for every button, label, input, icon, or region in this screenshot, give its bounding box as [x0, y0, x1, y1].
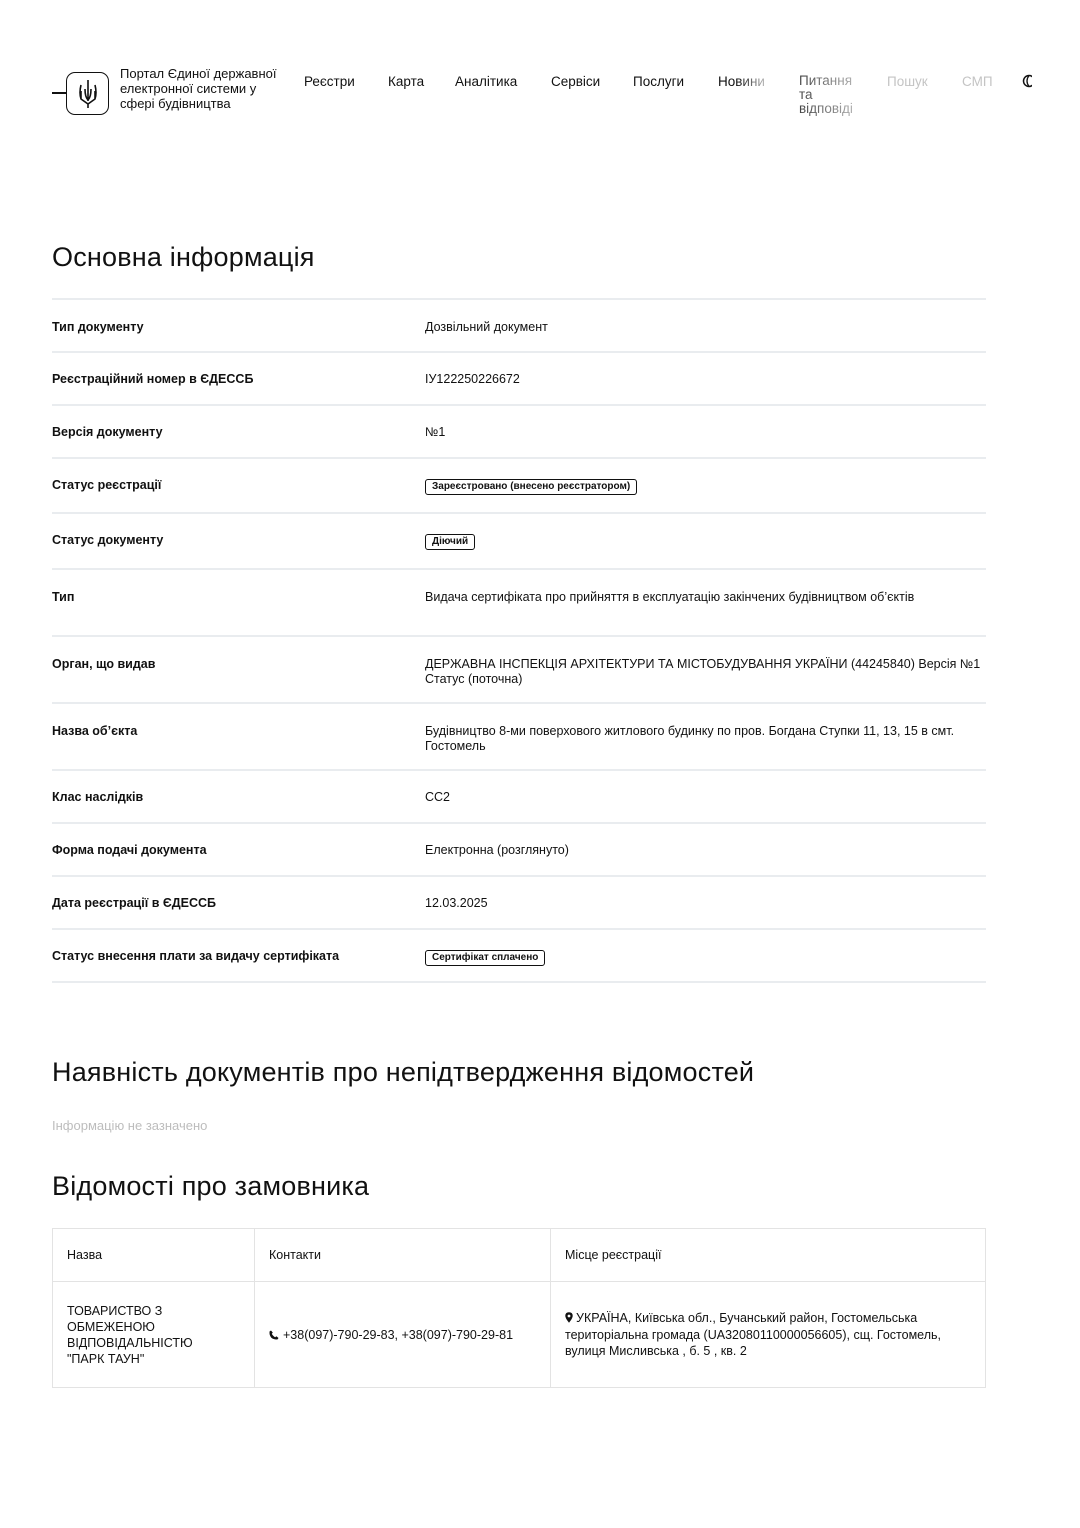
info-label: Тип документу	[52, 320, 144, 334]
info-value: №1	[425, 425, 446, 439]
info-label: Статус внесення плати за видачу сертифіката	[52, 949, 340, 963]
customer-name: ТОВАРИСТВО З ОБМЕЖЕНОЮ ВІДПОВІДАЛЬНІСТЮ "ПАРК ТАУН"	[67, 1303, 193, 1366]
info-value: ДЕРЖАВНА ІНСПЕКЦІЯ АРХІТЕКТУРИ ТА МІСТОБУДУВАННЯ УКРАЇНИ (44245840) Версія №1 Статус (поточна)	[425, 657, 981, 686]
info-row	[52, 512, 986, 568]
info-value	[425, 949, 986, 966]
col-header-contacts: Контакти	[255, 1229, 551, 1281]
info-row	[52, 351, 986, 404]
info-row	[52, 635, 986, 702]
customer-place-text: УКРАЇНА, Київська обл., Бучанський район, Гостомельська територіальна громада (UA32080110000056605), сщ. Гостомель, вулиця Мисливська , б. 5 , кв. 2	[565, 1311, 942, 1358]
customer-contacts[interactable]: +38(097)-790-29-83, +38(097)-790-29-81	[283, 1327, 514, 1342]
info-label: Форма подачі документа	[52, 843, 207, 857]
info-row	[52, 404, 986, 457]
info-label: Назва об’єкта	[52, 724, 138, 738]
info-label: Реєстраційний номер в ЄДЕССБ	[52, 372, 254, 386]
info-value: СС2	[425, 790, 451, 804]
info-label: Тип	[52, 590, 75, 604]
col-header-place: Місце реєстрації	[565, 1248, 662, 1262]
globe-icon[interactable]	[1022, 74, 1032, 88]
main-info-title: Основна інформація	[52, 242, 315, 272]
info-label: Клас наслідків	[52, 790, 144, 804]
nonconfirm-empty-text: Інформацію не зазначено	[52, 1118, 208, 1133]
info-label: Статус реєстрації	[52, 478, 162, 492]
nonconfirm-title: Наявність документів про непідтвердження відомостей	[52, 1057, 755, 1087]
nav-map[interactable]: Карта	[388, 74, 425, 89]
info-value: Дозвільний документ	[425, 320, 548, 334]
info-row	[52, 875, 986, 928]
nav-search[interactable]: Пошук	[887, 74, 928, 89]
nav-smp[interactable]: СМП	[962, 74, 993, 89]
customer-title: Відомості про замовника	[52, 1171, 370, 1201]
customer-name-cell	[53, 1282, 255, 1387]
info-value	[425, 478, 986, 495]
info-row	[52, 822, 986, 875]
info-row	[52, 769, 986, 822]
customer-table	[52, 1228, 986, 1388]
document-status-badge: Діючий	[425, 534, 475, 550]
info-value: ІУ122250226672	[425, 372, 520, 386]
info-row	[52, 568, 986, 635]
info-row	[52, 298, 986, 351]
registration-status-badge: Зареєстровано (внесено реєстратором)	[425, 479, 637, 495]
phone-icon	[269, 1330, 279, 1340]
nav-faq[interactable]: Питання та відповіді	[799, 74, 859, 116]
info-row	[52, 928, 986, 983]
info-label: Версія документу	[52, 425, 163, 439]
info-row	[52, 702, 986, 769]
customer-place-cell	[551, 1282, 985, 1387]
info-label: Статус документу	[52, 533, 164, 547]
nav-services[interactable]: Сервіси	[551, 74, 601, 89]
customer-contacts-cell	[255, 1282, 551, 1387]
nav-news[interactable]: Новини	[718, 74, 765, 89]
col-header-name: Назва	[53, 1229, 255, 1281]
logo-decor-line	[52, 92, 66, 94]
nav-registries[interactable]: Реєстри	[304, 74, 355, 89]
portal-title: Портал Єдиної державної електронної системи у сфері будівництва	[120, 66, 277, 111]
info-value: Будівництво 8-ми поверхового житлового будинку по пров. Богдана Ступки 11, 13, 15 в смт. Гостомель	[425, 724, 955, 753]
main-info-table	[52, 298, 986, 983]
nav-e-services[interactable]: Послуги	[633, 74, 685, 89]
trident-emblem-icon	[66, 72, 109, 115]
info-value: Видача сертифіката про прийняття в експлуатацію закінчених будівництвом об’єктів	[425, 590, 915, 604]
info-value: Електронна (розглянуто)	[425, 843, 569, 857]
site-header	[0, 0, 1080, 130]
info-value: 12.03.2025	[425, 896, 488, 910]
table-row	[53, 1282, 985, 1387]
info-value	[425, 533, 986, 550]
customer-table-header	[53, 1229, 985, 1282]
info-label: Дата реєстрації в ЄДЕССБ	[52, 896, 217, 910]
customer-place	[565, 1310, 971, 1359]
info-row	[52, 457, 986, 512]
info-label: Орган, що видав	[52, 657, 156, 671]
nav-analytics[interactable]: Аналітика	[455, 74, 518, 89]
payment-status-badge: Сертифікат сплачено	[425, 950, 545, 966]
map-pin-icon	[565, 1311, 573, 1327]
